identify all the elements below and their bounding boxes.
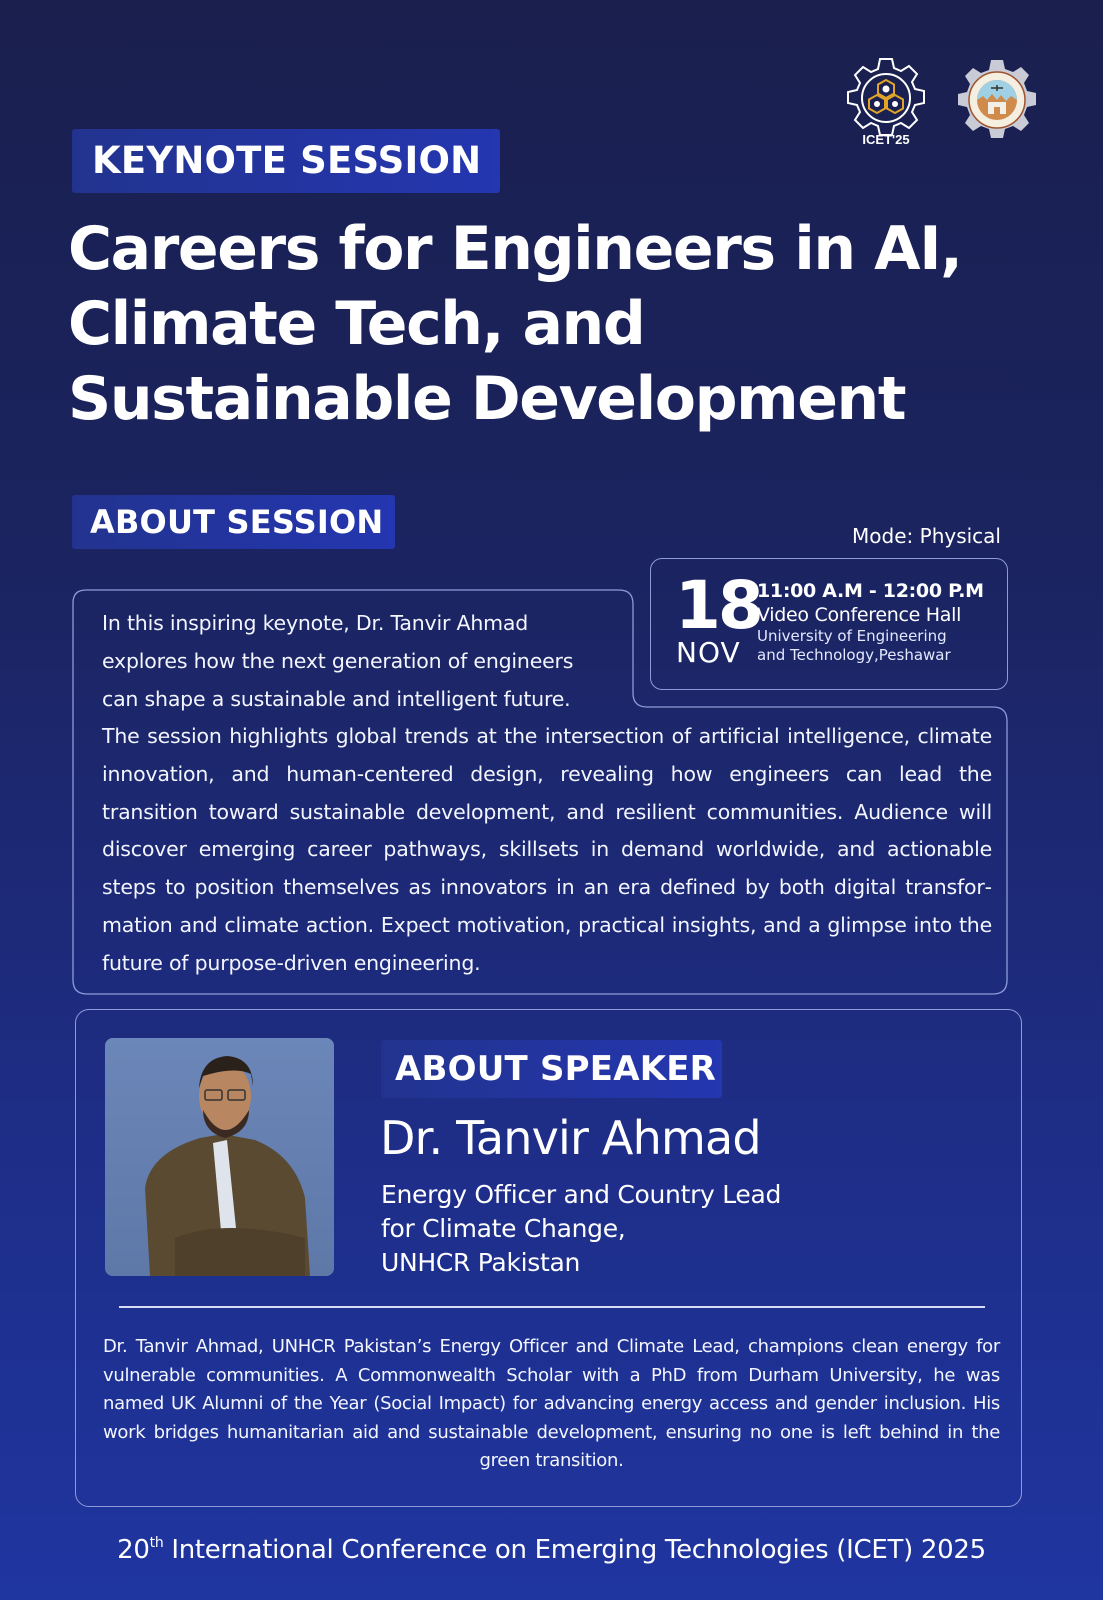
keynote-session-tag: KEYNOTE SESSION [72, 129, 500, 193]
date-day: 18 [675, 567, 761, 644]
speaker-role-line1: Energy Officer and Country Lead [381, 1180, 782, 1209]
footer-ordinal: th [149, 1535, 164, 1551]
session-time: 11:00 A.M - 12:00 P.M [757, 580, 984, 602]
conference-footer [0, 1535, 1103, 1565]
speaker-role-line3: UNHCR Pakistan [381, 1248, 581, 1277]
date-details [757, 579, 984, 665]
session-institution-line2: and Technology,Peshawar [757, 646, 951, 664]
speaker-photo [105, 1038, 334, 1276]
uet-seal-logo [955, 58, 1039, 142]
footer-conference-name: International Conference on Emerging Technologies (ICET) 2025 [163, 1535, 986, 1565]
session-intro: In this inspiring keynote, Dr. Tanvir Ahmad explores how the next generation of engineers can shape a sustainable and intelligent future. [102, 611, 574, 711]
date-card [650, 558, 1008, 690]
speaker-portrait-illustration [105, 1038, 334, 1276]
session-title: Careers for Engineers in AI, Climate Tech, and Sustainable Development [68, 214, 962, 434]
footer-edition-number: 20 [117, 1535, 150, 1565]
speaker-bio: Dr. Tanvir Ahmad, UNHCR Pakistan’s Energy Officer and Climate Lead, champions clean energy for vulnerable communities. A Commonwealth Scholar with a PhD from Durham University, he was named UK Alumni of the Year (Social Impact) for advancing energy access and gender inclusion. His work bridges humanitarian aid and sustainable development, ensuring no one is left behind in the green transition. [103, 1336, 1000, 1471]
icet-logo-caption: ICET'25 [862, 132, 910, 147]
speaker-name: Dr. Tanvir Ahmad [380, 1111, 761, 1165]
speaker-divider [119, 1306, 985, 1308]
session-description: The session highlights global trends at the intersection of artificial intelligence, climate innovation, and human-centered design, revealing how engineers can lead the transition toward sustainable development, and resilient communities. Audience will discover emerging career pathways, skillsets in demand worldwide, and actionable steps to position themselves as innovators in an era defined by both digital transformation and climate action. Expect motivation, practical insights, and a glimpse into the future of purpose-driven engineering. [102, 724, 992, 975]
icet-logo [846, 56, 926, 148]
about-speaker-tag: ABOUT SPEAKER [381, 1040, 722, 1098]
speaker-role [381, 1178, 781, 1280]
session-venue: Video Conference Hall [757, 604, 962, 626]
date-month: NOV [676, 636, 741, 669]
speaker-role-line2: for Climate Change, [381, 1214, 626, 1243]
session-mode: Mode: Physical [852, 524, 1001, 548]
about-session-tag: ABOUT SESSION [72, 495, 395, 549]
session-institution-line1: University of Engineering [757, 627, 947, 645]
